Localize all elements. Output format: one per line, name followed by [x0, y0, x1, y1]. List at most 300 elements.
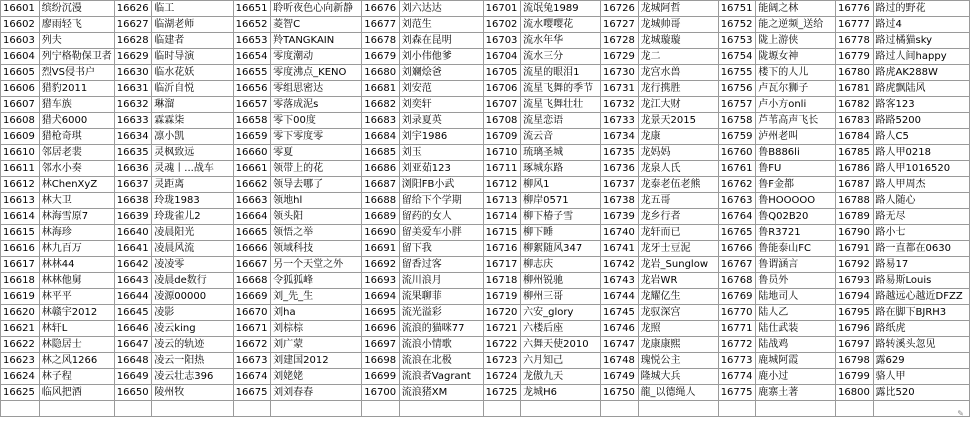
name-cell: 林林他舅 [39, 273, 114, 289]
name-cell: 鲁员外 [756, 273, 836, 289]
id-cell: 16785 [836, 145, 874, 161]
name-cell: 流星飞舞的季节 [521, 81, 601, 97]
id-cell: 16674 [233, 369, 271, 385]
name-cell: 林子程 [39, 369, 114, 385]
id-cell: 16673 [233, 353, 271, 369]
id-cell: 16640 [114, 225, 152, 241]
name-cell: 陵州牧 [152, 385, 233, 401]
table-row [1, 33, 970, 49]
id-cell: 16753 [718, 33, 756, 49]
name-cell: 浏阳FB小武 [399, 177, 483, 193]
id-cell: 16721 [483, 321, 521, 337]
id-cell: 16725 [483, 385, 521, 401]
name-cell: 琳溜 [152, 97, 233, 113]
name-cell: 刘广蒙 [271, 337, 362, 353]
name-cell: 卢瓦尔狮子 [756, 81, 836, 97]
id-cell: 16622 [1, 337, 40, 353]
name-cell: 刘范生 [399, 17, 483, 33]
id-cell: 16683 [362, 113, 400, 129]
empty-cell [836, 401, 874, 417]
name-cell: 龙照 [638, 321, 718, 337]
name-cell: 刘六达达 [399, 1, 483, 17]
id-cell: 16697 [362, 337, 400, 353]
name-cell: 烈VS侵书户 [39, 65, 114, 81]
id-cell: 16659 [233, 129, 271, 145]
name-cell: 林轩L [39, 321, 114, 337]
name-cell: 刘亚茹123 [399, 161, 483, 177]
id-cell: 16687 [362, 177, 400, 193]
name-cell: 露比520 [873, 385, 969, 401]
id-cell: 16745 [601, 305, 639, 321]
name-cell: 流氓兔1989 [521, 1, 601, 17]
id-cell: 16623 [1, 353, 40, 369]
name-cell: 卢小方onli [756, 97, 836, 113]
name-cell: 龙城H6 [521, 385, 601, 401]
name-cell: 路过橘猫sky [873, 33, 969, 49]
id-cell: 16747 [601, 337, 639, 353]
name-cell: 凌源00000 [152, 289, 233, 305]
name-cell: 泸州老叫 [756, 129, 836, 145]
id-cell: 16664 [233, 209, 271, 225]
id-cell: 16730 [601, 65, 639, 81]
name-cell: 路越远心越近DFZZ [873, 289, 969, 305]
name-cell: 凌云一阳热 [152, 353, 233, 369]
name-cell: 刘宇1986 [399, 129, 483, 145]
name-cell: 林ChenXyZ [39, 177, 114, 193]
id-cell: 16617 [1, 257, 40, 273]
table-row [1, 81, 970, 97]
id-cell: 16629 [114, 49, 152, 65]
id-cell: 16746 [601, 321, 639, 337]
id-cell: 16634 [114, 129, 152, 145]
name-cell: 路客123 [873, 97, 969, 113]
id-cell: 16661 [233, 161, 271, 177]
name-cell: 灵枫致远 [152, 145, 233, 161]
name-cell: 路过4 [873, 17, 969, 33]
id-cell: 16799 [836, 369, 874, 385]
name-cell: 六舞天使2010 [521, 337, 601, 353]
name-cell: 留给下个学期 [399, 193, 483, 209]
id-cell: 16800 [836, 385, 874, 401]
name-cell: 鹿小过 [756, 369, 836, 385]
name-cell: 龙景天2015 [638, 113, 718, 129]
id-cell: 16706 [483, 81, 521, 97]
id-cell: 16605 [1, 65, 40, 81]
id-cell: 16681 [362, 81, 400, 97]
id-cell: 16711 [483, 161, 521, 177]
name-cell: 露629 [873, 353, 969, 369]
id-cell: 16660 [233, 145, 271, 161]
table-row [1, 177, 970, 193]
name-cell: 凌云的轨迹 [152, 337, 233, 353]
name-cell: 柳絮随风347 [521, 241, 601, 257]
name-cell: 路过人间happy [873, 49, 969, 65]
id-cell: 16731 [601, 81, 639, 97]
name-cell: 流云音 [521, 129, 601, 145]
name-cell: 领带上的花 [271, 161, 362, 177]
id-cell: 16691 [362, 241, 400, 257]
name-cell: 凌晨阳光 [152, 225, 233, 241]
name-cell: 楼下的人儿 [756, 65, 836, 81]
id-cell: 16628 [114, 33, 152, 49]
name-cell: 龙轩而已 [638, 225, 718, 241]
id-cell: 16632 [114, 97, 152, 113]
name-cell: 凌云壮志396 [152, 369, 233, 385]
id-cell: 16688 [362, 193, 400, 209]
empty-cell [873, 401, 969, 417]
empty-cell [362, 401, 400, 417]
name-cell: 刘刘春春 [271, 385, 362, 401]
table-row [1, 321, 970, 337]
name-cell: 流浪猪XM [399, 385, 483, 401]
name-cell: 领地hl [271, 193, 362, 209]
id-cell: 16709 [483, 129, 521, 145]
name-cell: 柳下椿子雪 [521, 209, 601, 225]
name-cell: 零下00度 [271, 113, 362, 129]
empty-cell [521, 401, 601, 417]
name-cell: 六楼后座 [521, 321, 601, 337]
id-cell: 16752 [718, 17, 756, 33]
name-cell: 林林44 [39, 257, 114, 273]
id-cell: 16704 [483, 49, 521, 65]
name-cell: 路虎AK288W [873, 65, 969, 81]
id-cell: 16700 [362, 385, 400, 401]
name-cell: 龙江大财 [638, 97, 718, 113]
name-cell: 另一个天堂之外 [271, 257, 362, 273]
name-cell: 龙行携胜 [638, 81, 718, 97]
id-cell: 16679 [362, 49, 400, 65]
empty-cell [1, 401, 40, 417]
id-cell: 16705 [483, 65, 521, 81]
name-cell: 鲁FU [756, 161, 836, 177]
name-cell: 路人甲周杰 [873, 177, 969, 193]
id-cell: 16735 [601, 145, 639, 161]
id-cell: 16639 [114, 209, 152, 225]
table-row [1, 369, 970, 385]
table-row [1, 1, 970, 17]
table-row [1, 257, 970, 273]
name-cell: 临时导演 [152, 49, 233, 65]
name-cell: 刘玉 [399, 145, 483, 161]
name-cell: 路路5200 [873, 113, 969, 129]
name-cell: 路小七 [873, 225, 969, 241]
name-cell: 流光溢彩 [399, 305, 483, 321]
name-cell: 路一直都在0630 [873, 241, 969, 257]
id-cell: 16754 [718, 49, 756, 65]
id-cell: 16788 [836, 193, 874, 209]
empty-cell [271, 401, 362, 417]
name-cell: 龙康 [638, 129, 718, 145]
id-cell: 16621 [1, 321, 40, 337]
id-cell: 16654 [233, 49, 271, 65]
id-cell: 16782 [836, 97, 874, 113]
id-cell: 16611 [1, 161, 40, 177]
id-cell: 16724 [483, 369, 521, 385]
name-cell: 菱智C [271, 17, 362, 33]
id-cell: 16630 [114, 65, 152, 81]
name-cell: 林九百万 [39, 241, 114, 257]
name-cell: 路人甲1016520 [873, 161, 969, 177]
name-cell: 琢城东路 [521, 161, 601, 177]
id-cell: 16662 [233, 177, 271, 193]
name-cell: 缤纷沉漫 [39, 1, 114, 17]
name-cell: 路易17 [873, 257, 969, 273]
id-cell: 16784 [836, 129, 874, 145]
id-cell: 16797 [836, 337, 874, 353]
id-cell: 16685 [362, 145, 400, 161]
id-cell: 16637 [114, 177, 152, 193]
id-cell: 16776 [836, 1, 874, 17]
id-cell: 16668 [233, 273, 271, 289]
table-row [1, 353, 970, 369]
name-cell: 刘棕棕 [271, 321, 362, 337]
id-cell: 16669 [233, 289, 271, 305]
name-cell: 流星飞舞壮壮 [521, 97, 601, 113]
id-cell: 16602 [1, 17, 40, 33]
id-cell: 16768 [718, 273, 756, 289]
id-cell: 16656 [233, 81, 271, 97]
id-cell: 16792 [836, 257, 874, 273]
name-cell: 林之风1266 [39, 353, 114, 369]
id-cell: 16750 [601, 385, 639, 401]
name-cell: 陇塬女神 [756, 49, 836, 65]
id-cell: 16647 [114, 337, 152, 353]
id-cell: 16763 [718, 193, 756, 209]
name-cell: 鲁R3721 [756, 225, 836, 241]
name-cell: 林海雪原7 [39, 209, 114, 225]
id-cell: 16627 [114, 17, 152, 33]
name-cell: 刘安范 [399, 81, 483, 97]
id-cell: 16732 [601, 97, 639, 113]
name-cell: 六安_glory [521, 305, 601, 321]
name-cell: 龙城璇璇 [638, 33, 718, 49]
id-cell: 16790 [836, 225, 874, 241]
id-cell: 16644 [114, 289, 152, 305]
id-cell: 16718 [483, 273, 521, 289]
id-cell: 16606 [1, 81, 40, 97]
id-cell: 16680 [362, 65, 400, 81]
name-cell: 陇上游侠 [756, 33, 836, 49]
name-cell: 流浪的猫咪77 [399, 321, 483, 337]
name-cell: 临沂自悦 [152, 81, 233, 97]
name-cell: 流果聊菲 [399, 289, 483, 305]
name-cell: 龙乡行者 [638, 209, 718, 225]
name-cell: 龙城帅哥 [638, 17, 718, 33]
empty-cell [233, 401, 271, 417]
name-cell: 廖雨轻飞 [39, 17, 114, 33]
id-cell: 16761 [718, 161, 756, 177]
name-cell: 林赣宇2012 [39, 305, 114, 321]
name-cell: 流川浪月 [399, 273, 483, 289]
id-cell: 16783 [836, 113, 874, 129]
name-cell: 鲁HOOOOO [756, 193, 836, 209]
id-cell: 16738 [601, 193, 639, 209]
id-cell: 16751 [718, 1, 756, 17]
name-cell: 刘小伟他爹 [399, 49, 483, 65]
id-cell: 16624 [1, 369, 40, 385]
id-cell: 16701 [483, 1, 521, 17]
name-cell: 柳风1 [521, 177, 601, 193]
table-row [1, 97, 970, 113]
id-cell: 16777 [836, 17, 874, 33]
id-cell: 16764 [718, 209, 756, 225]
id-cell: 16708 [483, 113, 521, 129]
id-cell: 16648 [114, 353, 152, 369]
name-cell: 陆人乙 [756, 305, 836, 321]
id-cell: 16633 [114, 113, 152, 129]
id-cell: 16710 [483, 145, 521, 161]
id-cell: 16762 [718, 177, 756, 193]
name-cell: 列宁格勒保卫者 [39, 49, 114, 65]
empty-cell [756, 401, 836, 417]
name-cell: 龙耀亿生 [638, 289, 718, 305]
name-cell: 路人C5 [873, 129, 969, 145]
id-cell: 16733 [601, 113, 639, 129]
name-cell: 鲁谓涵言 [756, 257, 836, 273]
id-cell: 16796 [836, 321, 874, 337]
name-cell: 刘录夏英 [399, 113, 483, 129]
id-cell: 16666 [233, 241, 271, 257]
name-cell: 路过的野花 [873, 1, 969, 17]
name-cell: 凌影 [152, 305, 233, 321]
id-cell: 16693 [362, 273, 400, 289]
name-cell: 龙五哥 [638, 193, 718, 209]
id-cell: 16657 [233, 97, 271, 113]
name-cell: 流浪在北极 [399, 353, 483, 369]
table-row [1, 17, 970, 33]
name-cell: 柳岸0571 [521, 193, 601, 209]
id-cell: 16765 [718, 225, 756, 241]
name-cell: 猎枪奇琪 [39, 129, 114, 145]
name-cell: 骆人甲 [873, 369, 969, 385]
id-cell: 16650 [114, 385, 152, 401]
id-cell: 16707 [483, 97, 521, 113]
id-cell: 16787 [836, 177, 874, 193]
id-cell: 16771 [718, 321, 756, 337]
name-cell: 羚TANGKAIN [271, 33, 362, 49]
empty-cell [39, 401, 114, 417]
name-cell: 临工 [152, 1, 233, 17]
id-cell: 16667 [233, 257, 271, 273]
id-cell: 16695 [362, 305, 400, 321]
id-cell: 16773 [718, 353, 756, 369]
name-cell: 凌晨风流 [152, 241, 233, 257]
id-cell: 16727 [601, 17, 639, 33]
name-cell: 流浪小情歌 [399, 337, 483, 353]
name-cell: 临湖老师 [152, 17, 233, 33]
id-cell: 16770 [718, 305, 756, 321]
name-cell: 鲁Q02B20 [756, 209, 836, 225]
name-cell: 龙牙士豆泥 [638, 241, 718, 257]
name-cell: 鹿寨土著 [756, 385, 836, 401]
id-cell: 16682 [362, 97, 400, 113]
id-cell: 16696 [362, 321, 400, 337]
table-row [1, 113, 970, 129]
name-cell: 能之逆频_送给 [756, 17, 836, 33]
id-cell: 16651 [233, 1, 271, 17]
id-cell: 16757 [718, 97, 756, 113]
name-cell: 临建者 [152, 33, 233, 49]
id-cell: 16722 [483, 337, 521, 353]
id-cell: 16728 [601, 33, 639, 49]
id-cell: 16665 [233, 225, 271, 241]
name-cell: 刘奕轩 [399, 97, 483, 113]
name-cell: 路人随心 [873, 193, 969, 209]
id-cell: 16653 [233, 33, 271, 49]
id-cell: 16755 [718, 65, 756, 81]
name-cell: 鲁F金都 [756, 177, 836, 193]
id-cell: 16779 [836, 49, 874, 65]
id-cell: 16609 [1, 129, 40, 145]
id-cell: 16618 [1, 273, 40, 289]
id-cell: 16781 [836, 81, 874, 97]
id-cell: 16607 [1, 97, 40, 113]
table-row [1, 49, 970, 65]
table-row [1, 273, 970, 289]
name-cell: 猎车族 [39, 97, 114, 113]
name-cell: 流水嘤嘤花 [521, 17, 601, 33]
name-cell: 领导去哪了 [271, 177, 362, 193]
table-row [1, 65, 970, 81]
name-cell: 领域科技 [271, 241, 362, 257]
id-cell: 16655 [233, 65, 271, 81]
name-cell: 流浪者Vagrant [399, 369, 483, 385]
id-cell: 16748 [601, 353, 639, 369]
name-cell: 柳下睡 [521, 225, 601, 241]
name-cell: 列夫 [39, 33, 114, 49]
empty-row [1, 401, 970, 417]
id-cell: 16794 [836, 289, 874, 305]
name-cell: 龙岩_Sunglow [638, 257, 718, 273]
id-cell: 16614 [1, 209, 40, 225]
id-cell: 16616 [1, 241, 40, 257]
id-cell: 16791 [836, 241, 874, 257]
id-cell: 16769 [718, 289, 756, 305]
id-cell: 16676 [362, 1, 400, 17]
name-cell: 瑰悦公主 [638, 353, 718, 369]
id-cell: 16686 [362, 161, 400, 177]
id-cell: 16798 [836, 353, 874, 369]
name-cell: 留香过客 [399, 257, 483, 273]
id-cell: 16734 [601, 129, 639, 145]
id-cell: 16772 [718, 337, 756, 353]
name-cell: 零组思密达 [271, 81, 362, 97]
id-cell: 16613 [1, 193, 40, 209]
id-cell: 16749 [601, 369, 639, 385]
id-cell: 16610 [1, 145, 40, 161]
id-cell: 16716 [483, 241, 521, 257]
name-cell: 临水花妖 [152, 65, 233, 81]
id-cell: 16625 [1, 385, 40, 401]
id-cell: 16715 [483, 225, 521, 241]
name-cell: 六月知己 [521, 353, 601, 369]
name-cell: 邻居老裴 [39, 145, 114, 161]
id-cell: 16729 [601, 49, 639, 65]
id-cell: 16641 [114, 241, 152, 257]
id-cell: 16638 [114, 193, 152, 209]
name-cell: 路人甲0218 [873, 145, 969, 161]
id-cell: 16702 [483, 17, 521, 33]
id-cell: 16719 [483, 289, 521, 305]
id-cell: 16619 [1, 289, 40, 305]
id-cell: 16775 [718, 385, 756, 401]
table-row [1, 337, 970, 353]
id-cell: 16603 [1, 33, 40, 49]
name-cell: 龙傲九天 [521, 369, 601, 385]
empty-cell [114, 401, 152, 417]
id-cell: 16741 [601, 241, 639, 257]
id-cell: 16698 [362, 353, 400, 369]
